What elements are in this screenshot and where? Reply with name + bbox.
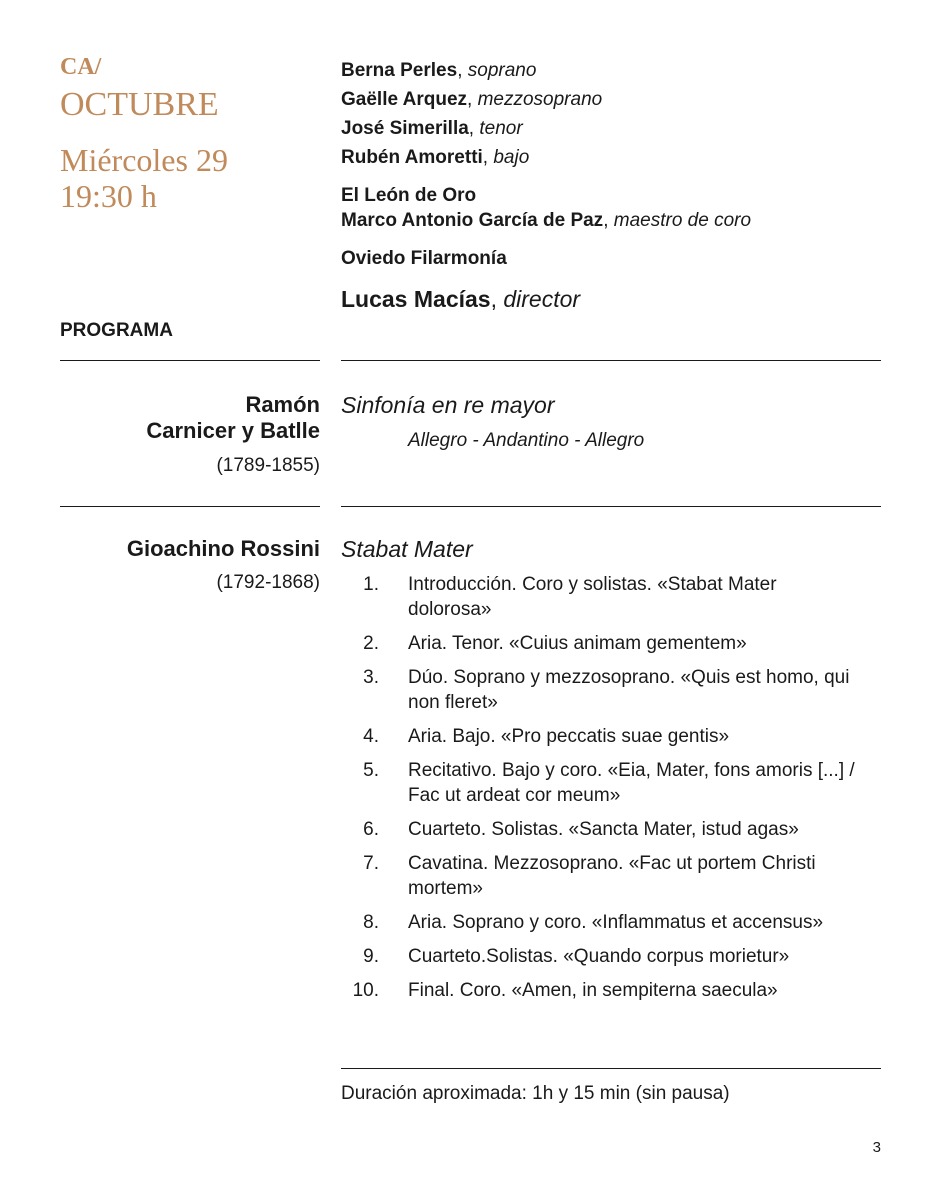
movement-text: Aria. Bajo. «Pro peccatis suae gentis» — [408, 726, 730, 747]
movement-text: Cavatina. Mezzosoprano. «Fac ut portem Christi mortem» — [408, 853, 816, 899]
performer-choir-master: Marco Antonio García de Paz, maestro de coro — [341, 210, 752, 231]
movement-text: Final. Coro. «Amen, in sempiterna saecula» — [408, 980, 778, 1001]
movement-number: 6. — [363, 819, 379, 840]
movement-item — [341, 817, 861, 842]
movement-text: Cuarteto.Solistas. «Quando corpus morietur» — [408, 946, 790, 967]
performer-orchestra: Oviedo Filarmonía — [341, 248, 507, 269]
movement-text: Aria. Tenor. «Cuius animam gementem» — [408, 633, 747, 654]
month-heading: OCTUBRE — [60, 86, 219, 123]
performer-tenor: José Simerilla, tenor — [341, 118, 523, 139]
page-number: 3 — [872, 1139, 881, 1156]
performer-mezzosoprano: Gaëlle Arquez, mezzosoprano — [341, 89, 603, 110]
movement-number: 2. — [363, 633, 379, 654]
movement-item — [341, 665, 861, 715]
movement-text: Recitativo. Bajo y coro. «Eia, Mater, fons amoris [...] / Fac ut ardeat cor meum» — [408, 760, 855, 806]
divider-right-2 — [341, 506, 881, 507]
composer-name — [146, 392, 320, 444]
performer-choir: El León de Oro — [341, 185, 477, 206]
duration-note: Duración aproximada: 1h y 15 min (sin pausa) — [341, 1083, 730, 1104]
concert-time: 19:30 h — [60, 178, 157, 214]
movement-number: 4. — [363, 726, 379, 747]
movement-item — [341, 851, 861, 901]
work-title: Stabat Mater — [341, 536, 473, 562]
movement-item — [341, 758, 861, 808]
movement-number: 9. — [363, 946, 379, 967]
movement-list — [341, 572, 861, 1012]
movement-number: 5. — [363, 760, 379, 781]
movement-item — [341, 944, 861, 969]
divider-right-1 — [341, 360, 881, 361]
series-label: CA/ — [60, 54, 102, 80]
divider-duration — [341, 1068, 881, 1069]
movement-text: Dúo. Soprano y mezzosoprano. «Quis est homo, qui non fleret» — [408, 667, 850, 713]
movement-text: Aria. Soprano y coro. «Inflammatus et accensus» — [408, 912, 824, 933]
movement-text: Cuarteto. Solistas. «Sancta Mater, istud agas» — [408, 819, 799, 840]
movement-item — [341, 978, 861, 1003]
movement-item — [341, 631, 861, 656]
performer-bass: Rubén Amoretti, bajo — [341, 147, 530, 168]
movement-number: 8. — [363, 912, 379, 933]
movement-item — [341, 910, 861, 935]
movement-item — [341, 572, 861, 622]
composer-years: (1789-1855) — [216, 455, 320, 476]
movement-number: 1. — [363, 574, 379, 595]
movement-item — [341, 724, 861, 749]
movement-number: 7. — [363, 853, 379, 874]
movement-number: 10. — [352, 980, 379, 1001]
performer-director: Lucas Macías, director — [341, 286, 581, 312]
composer-name-line2: Carnicer y Batlle — [146, 418, 320, 443]
work-movements: Allegro - Andantino - Allegro — [408, 430, 645, 451]
composer-name: Gioachino Rossini — [126, 536, 320, 561]
composer-years: (1792-1868) — [216, 572, 320, 593]
performer-soprano: Berna Perles, soprano — [341, 60, 537, 81]
concert-day: Miércoles 29 — [60, 142, 228, 178]
divider-left-1 — [60, 360, 320, 361]
movement-number: 3. — [363, 667, 379, 688]
composer-name-line1: Ramón — [245, 392, 320, 417]
work-title: Sinfonía en re mayor — [341, 392, 555, 418]
divider-left-2 — [60, 506, 320, 507]
movement-text: Introducción. Coro y solistas. «Stabat Mater dolorosa» — [408, 574, 777, 620]
concert-datetime — [60, 142, 228, 214]
programa-heading: PROGRAMA — [60, 320, 173, 341]
